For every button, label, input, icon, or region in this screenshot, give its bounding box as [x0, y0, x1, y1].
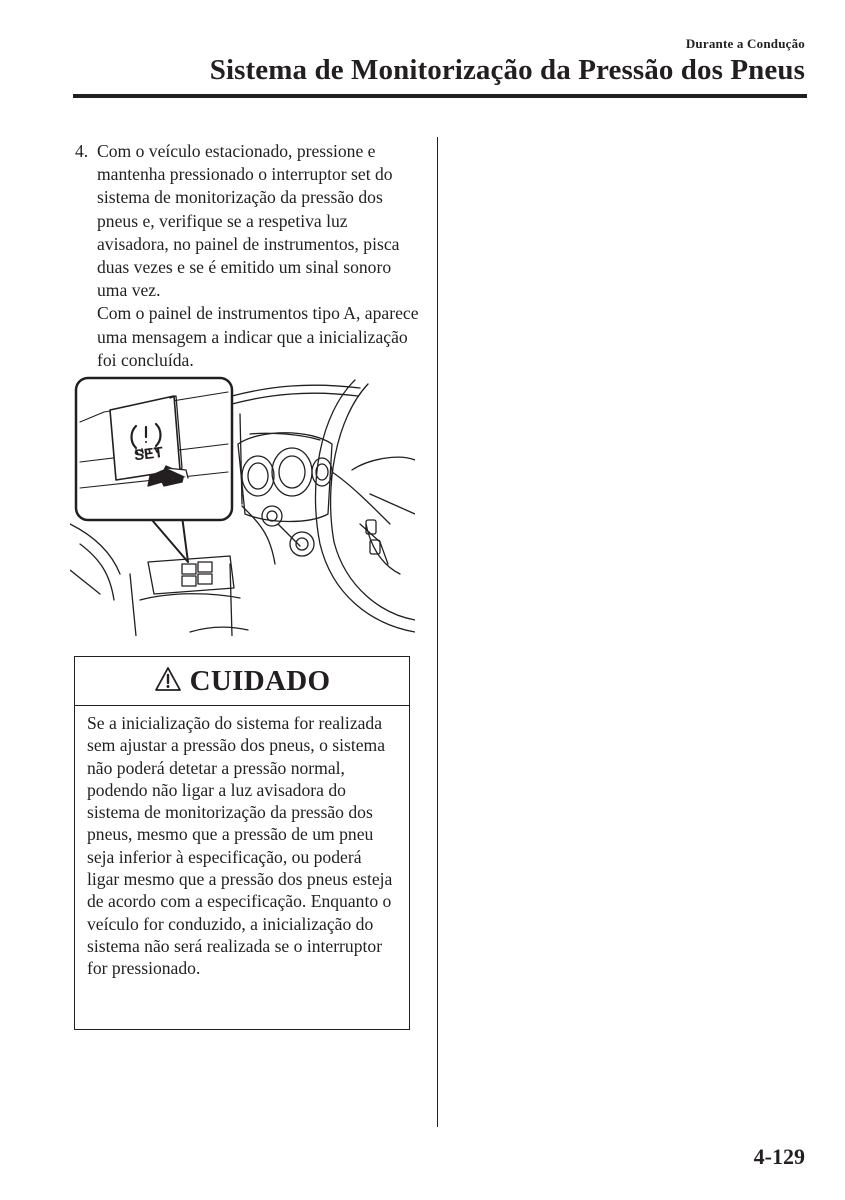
step-body [97, 140, 420, 372]
steering-wheel [315, 380, 415, 632]
page-number: 4-129 [753, 1144, 805, 1169]
switch-panel [148, 556, 234, 594]
callout-pointer [152, 516, 188, 562]
caution-title: CUIDADO [189, 664, 331, 697]
illustration [70, 374, 415, 636]
caution-text: Se a inicialização do sistema for realizada sem ajustar a pressão dos pneus, o sistema não poderá detetar a pressão normal, podendo não ligar a luz avisadora do sistema de monitorização da pressão dos pneus, mesmo que a pressão de um pneu seja inferior à especificação, ou poderá ligar mesmo que a pressão dos pneus esteja de acordo com a especificação. Enquanto o veículo for conduzido, a inicialização do sistema não será realizada se o interruptor for pressionado. [87, 713, 393, 979]
instrument-cluster [238, 433, 332, 522]
step-number: 4. [75, 141, 89, 161]
warning-triangle-icon [154, 666, 182, 697]
caution-box [74, 656, 410, 1030]
title-rule [73, 94, 807, 98]
switch-label: SET [133, 443, 165, 465]
page-title: Sistema de Monitorização da Pressão dos Pneus [209, 54, 805, 86]
step-4 [75, 140, 420, 372]
caution-header [75, 657, 409, 706]
section-label: Durante a Condução [685, 36, 805, 51]
step-paragraph: Com o painel de instrumentos tipo A, aparece uma mensagem a indicar que a inicialização foi concluída. [97, 303, 419, 370]
step-paragraph: Com o veículo estacionado, pressione e mantenha pressionado o interruptor set do sistema de monitorização da pressão dos pneus e, verifique se a respetiva luz avisadora, no painel de instrumentos, pisca duas vezes e se é emitido um sinal sonoro uma vez. [97, 141, 400, 301]
column-divider [437, 137, 438, 1127]
ignition-key [262, 506, 314, 556]
